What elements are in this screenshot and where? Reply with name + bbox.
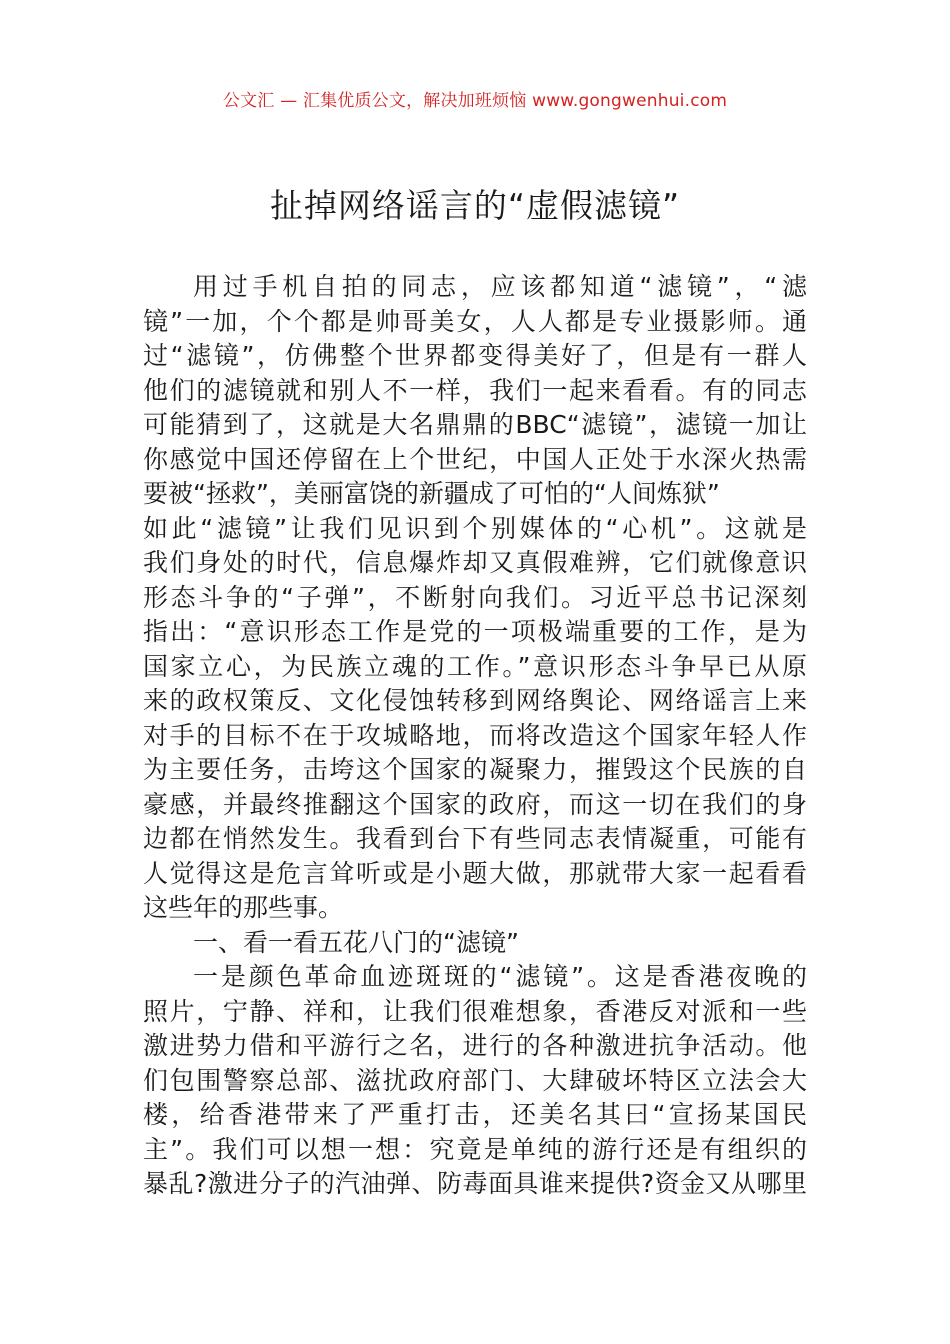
body-line: 这些年的那些事。 bbox=[143, 893, 344, 922]
body-line: 为主要任务，击垮这个国家的凝聚力，摧毁这个民族的自 bbox=[143, 755, 807, 784]
body-line: 主”。我们可以想一想：究竟是单纯的游行还是有组织的 bbox=[143, 1134, 807, 1164]
body-line: 一是颜色革命血迹斑斑的“滤镜”。这是香港夜晚的 bbox=[193, 962, 807, 991]
body-line: 对手的目标不在于攻城略地，而将改造这个国家年轻人作 bbox=[143, 720, 807, 750]
body-line: 边都在悄然发生。我看到台下有些同志表情凝重，可能有 bbox=[143, 824, 807, 853]
body-line: 要被“拯救”，美丽富饶的新疆成了可怕的“人间炼狱” bbox=[143, 479, 720, 508]
body-line: 来的政权策反、文化侵蚀转移到网络舆论、网络谣言上来 bbox=[143, 686, 807, 715]
body-line: 可能猜到了，这就是大名鼎鼎的BBC“滤镜”，滤镜一加让 bbox=[143, 410, 807, 439]
body-line: 形态斗争的“子弹”，不断射向我们。习近平总书记深刻 bbox=[143, 582, 807, 612]
body-line: 他们的滤镜就和别人不一样，我们一起来看看。有的同志 bbox=[143, 375, 807, 405]
body-line: 照片，宁静、祥和，让我们很难想象，香港反对派和一些 bbox=[143, 996, 807, 1026]
section-heading: 一、看一看五花八门的“滤镜” bbox=[193, 927, 519, 957]
body-line: 如此“滤镜”让我们见识到个别媒体的“心机”。这就是 bbox=[143, 513, 807, 543]
body-line: 激进势力借和平游行之名，进行的各种激进抗争活动。他 bbox=[143, 1031, 807, 1060]
body-line: 你感觉中国还停留在上个世纪，中国人正处于水深火热需 bbox=[143, 444, 807, 474]
document-body bbox=[143, 270, 807, 1202]
body-line: 豪感，并最终推翻这个国家的政府，而这一切在我们的身 bbox=[143, 789, 807, 819]
body-line: 用过手机自拍的同志，应该都知道“滤镜”，“滤 bbox=[193, 272, 807, 301]
body-line: 人觉得这是危言耸听或是小题大做，那就带大家一起看看 bbox=[143, 858, 807, 888]
body-line: 镜”一加，个个都是帅哥美女，人人都是专业摄影师。通 bbox=[143, 306, 807, 336]
body-line: 们包围警察总部、滋扰政府部门、大肆破坏特区立法会大 bbox=[143, 1065, 807, 1095]
document-title: 扯掉网络谣言的“虚假滤镜” bbox=[269, 186, 681, 225]
body-line: 过“滤镜”，仿佛整个世界都变得美好了，但是有一群人 bbox=[143, 341, 807, 370]
body-line: 我们身处的时代，信息爆炸却又真假难辨，它们就像意识 bbox=[143, 548, 807, 577]
body-line: 国家立心，为民族立魂的工作。”意识形态斗争早已从原 bbox=[143, 651, 807, 681]
body-line: 暴乱?激进分子的汽油弹、防毒面具谁来提供?资金又从哪里 bbox=[143, 1169, 807, 1198]
body-line: 指出：“意识形态工作是党的一项极端重要的工作，是为 bbox=[143, 617, 807, 646]
body-line: 楼，给香港带来了严重打击，还美名其曰“宣扬某国民 bbox=[143, 1100, 807, 1129]
header-banner: 公文汇 — 汇集优质公文，解决加班烦恼 www.gongwenhui.com bbox=[222, 91, 728, 111]
